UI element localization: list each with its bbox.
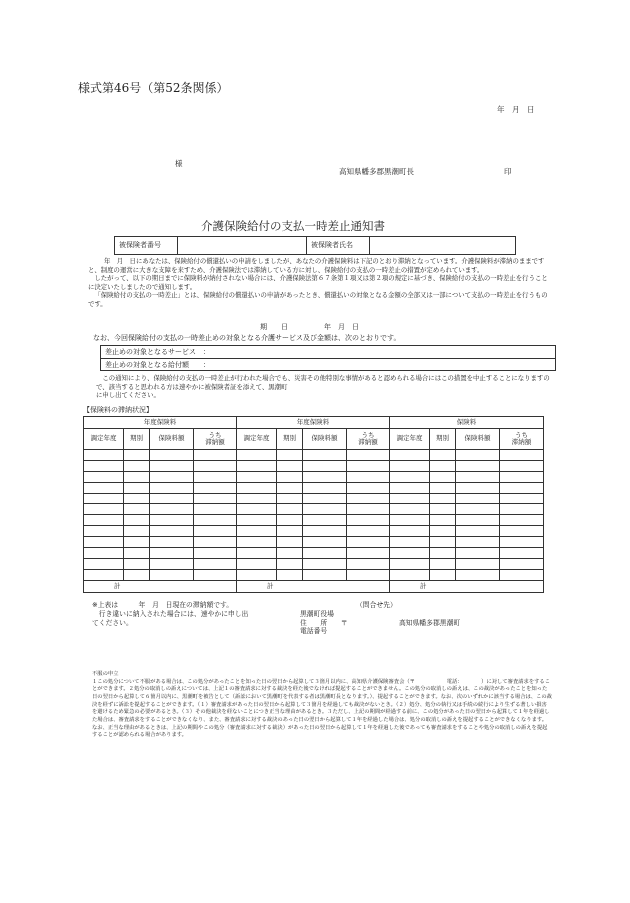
col-amount-header: 保険料額 xyxy=(303,429,347,450)
table-cell[interactable] xyxy=(84,537,124,548)
arrears-section-label: 【保険料の滞納状況】 xyxy=(83,406,153,414)
table-cell[interactable] xyxy=(277,548,303,559)
table-cell[interactable] xyxy=(347,515,390,526)
table-cell[interactable] xyxy=(456,515,500,526)
table-cell[interactable] xyxy=(277,504,303,515)
table-cell[interactable] xyxy=(456,450,500,461)
table-cell[interactable] xyxy=(347,460,390,471)
table-cell[interactable] xyxy=(150,504,194,515)
table-cell[interactable] xyxy=(277,569,303,580)
table-cell[interactable] xyxy=(150,450,194,461)
body-paragraph: に申し出てください。 xyxy=(96,391,160,400)
table-cell[interactable] xyxy=(390,460,430,471)
table-cell[interactable] xyxy=(456,548,500,559)
addressee-suffix: 様 xyxy=(175,159,183,168)
table-cell[interactable] xyxy=(237,558,277,569)
table-cell[interactable] xyxy=(124,460,150,471)
document-title: 介護保険給付の支払一時差止通知書 xyxy=(201,219,385,233)
table-cell[interactable] xyxy=(150,569,194,580)
table-cell[interactable] xyxy=(347,493,390,504)
col-year-header: 調定年度 xyxy=(390,429,430,450)
table-cell[interactable] xyxy=(500,526,544,537)
table-cell[interactable] xyxy=(150,526,194,537)
table-cell[interactable] xyxy=(124,450,150,461)
table-cell[interactable] xyxy=(456,569,500,580)
table-cell[interactable] xyxy=(303,515,347,526)
table-cell[interactable] xyxy=(194,515,237,526)
table-cell[interactable] xyxy=(84,482,124,493)
table-cell[interactable] xyxy=(500,450,544,461)
table-cell[interactable] xyxy=(430,460,456,471)
table-cell[interactable] xyxy=(150,558,194,569)
table-cell[interactable] xyxy=(124,515,150,526)
table-cell[interactable] xyxy=(456,460,500,471)
table-row xyxy=(84,558,544,569)
table-row xyxy=(84,471,544,482)
table-cell[interactable] xyxy=(303,548,347,559)
table-cell[interactable] xyxy=(277,471,303,482)
notice-body xyxy=(88,257,550,308)
table-cell[interactable] xyxy=(390,558,430,569)
total-label: 計 xyxy=(237,580,390,592)
table-cell[interactable] xyxy=(456,526,500,537)
table-cell[interactable] xyxy=(194,460,237,471)
group-header: 保険料 xyxy=(390,417,544,429)
table-cell[interactable] xyxy=(84,548,124,559)
table-cell[interactable] xyxy=(430,515,456,526)
col-arrears-header: うち 滞納額 xyxy=(194,429,237,450)
table-cell[interactable] xyxy=(303,493,347,504)
table-row xyxy=(84,515,544,526)
col-amount-header: 保険料額 xyxy=(150,429,194,450)
body-paragraph: したがって、以下の期日までに保険料が納付されない場合には、介護保険法第６７条第１項又は第２項の規定に基づき、保険給付の支払の一時差止を行うことに決定いたしましたので通知します。 xyxy=(88,274,548,291)
table-cell[interactable] xyxy=(277,515,303,526)
table-cell[interactable] xyxy=(150,482,194,493)
table-row xyxy=(84,548,544,559)
table-cell[interactable] xyxy=(194,471,237,482)
issue-date: 年 月 日 xyxy=(497,105,535,114)
contact-block xyxy=(300,601,397,636)
stop-target-box xyxy=(100,345,556,371)
table-cell[interactable] xyxy=(150,515,194,526)
table-cell[interactable] xyxy=(237,493,277,504)
insured-name-label: 被保険者氏名 xyxy=(307,237,370,254)
col-amount-header: 保険料額 xyxy=(456,429,500,450)
table-cell[interactable] xyxy=(303,558,347,569)
table-row xyxy=(84,482,544,493)
contact-office: 黒潮町役場 xyxy=(300,609,334,618)
total-label: 計 xyxy=(84,580,237,592)
table-cell[interactable] xyxy=(84,558,124,569)
arrears-table xyxy=(83,416,544,593)
table-cell[interactable] xyxy=(277,558,303,569)
table-cell[interactable] xyxy=(194,482,237,493)
body-paragraph: 年 月 日にあなたは、保険給付の償還払いの申請をしましたが、あなたの介護保険料は下記のとおり滞納となっています。介護保険料が滞納のままですと、制度の運営に大きな支障を来すため、介護保険法では滞納している方に対し、保険給付の支払の一時差止の措置が定められています。 xyxy=(88,257,545,274)
table-cell[interactable] xyxy=(194,504,237,515)
table-cell[interactable] xyxy=(390,515,430,526)
table-row xyxy=(84,450,544,461)
table-cell[interactable] xyxy=(430,493,456,504)
table-cell[interactable] xyxy=(277,537,303,548)
stop-service-row: 差止めの対象となるサービス ： xyxy=(101,346,555,359)
table-cell[interactable] xyxy=(124,493,150,504)
table-row xyxy=(84,460,544,471)
table-cell[interactable] xyxy=(303,569,347,580)
insured-number-field[interactable] xyxy=(178,237,307,254)
table-cell[interactable] xyxy=(500,460,544,471)
body-paragraph: この通知により、保険給付の支払の一時差止が行われた場合でも、災害その他特別な事情があると認められる場合にはこの措置を中止することになりますので、該当すると思われる方は速やかに被保険者証を添えて、黒潮町 xyxy=(96,374,550,391)
table-cell[interactable] xyxy=(237,460,277,471)
table-cell[interactable] xyxy=(303,504,347,515)
table-cell[interactable] xyxy=(500,493,544,504)
table-cell[interactable] xyxy=(84,460,124,471)
contact-label: （問合せ先） xyxy=(356,601,397,609)
table-cell[interactable] xyxy=(430,450,456,461)
table-row xyxy=(84,526,544,537)
table-cell[interactable] xyxy=(456,482,500,493)
table-cell[interactable] xyxy=(194,558,237,569)
table-cell[interactable] xyxy=(194,569,237,580)
col-arrears-header: うち 滞納額 xyxy=(347,429,390,450)
table-cell[interactable] xyxy=(237,515,277,526)
table-cell[interactable] xyxy=(194,537,237,548)
table-cell[interactable] xyxy=(430,526,456,537)
col-period-header: 期別 xyxy=(277,429,303,450)
table-cell[interactable] xyxy=(456,493,500,504)
group-header: 年度保険料 xyxy=(237,417,390,429)
appeal-notice xyxy=(92,671,552,740)
table-cell[interactable] xyxy=(500,471,544,482)
issuer-name: 高知県幡多郡黒潮町長 xyxy=(339,167,414,176)
group-header: 年度保険料 xyxy=(84,417,237,429)
table-cell[interactable] xyxy=(390,526,430,537)
table-cell[interactable] xyxy=(124,526,150,537)
table-cell[interactable] xyxy=(390,569,430,580)
table-cell[interactable] xyxy=(84,526,124,537)
table-cell[interactable] xyxy=(194,450,237,461)
body-paragraph: 「保険給付の支払の一時差止」とは、保険給付の償還払いの申請があったとき、償還払いの対象となる金額の全部又は一部について支払の一時差止を行うものです。 xyxy=(88,291,548,308)
table-cell[interactable] xyxy=(150,471,194,482)
table-cell[interactable] xyxy=(430,537,456,548)
table-cell[interactable] xyxy=(277,526,303,537)
table-cell[interactable] xyxy=(84,471,124,482)
table-cell[interactable] xyxy=(390,450,430,461)
table-cell[interactable] xyxy=(500,515,544,526)
table-cell[interactable] xyxy=(84,504,124,515)
table-cell[interactable] xyxy=(456,471,500,482)
table-cell[interactable] xyxy=(237,526,277,537)
col-period-header: 期別 xyxy=(430,429,456,450)
table-cell[interactable] xyxy=(456,504,500,515)
table-cell[interactable] xyxy=(124,482,150,493)
table-cell[interactable] xyxy=(500,504,544,515)
table-cell[interactable] xyxy=(277,460,303,471)
table-cell[interactable] xyxy=(430,471,456,482)
table-cell[interactable] xyxy=(347,558,390,569)
note-line: ※上表は 年 月 日現在の滞納額です。 xyxy=(92,601,234,609)
table-cell[interactable] xyxy=(347,504,390,515)
table-cell[interactable] xyxy=(150,537,194,548)
table-cell[interactable] xyxy=(194,493,237,504)
table-cell[interactable] xyxy=(124,471,150,482)
contact-phone: 電話番号 xyxy=(300,627,328,636)
table-cell[interactable] xyxy=(390,482,430,493)
note-line: てください。 xyxy=(92,618,133,627)
table-cell[interactable] xyxy=(237,471,277,482)
table-row xyxy=(84,569,544,580)
table-cell[interactable] xyxy=(500,548,544,559)
form-number: 様式第46号（第52条関係） xyxy=(78,81,229,95)
note-line: 行き違いに納入された場合には、速やかに申し出 xyxy=(92,609,249,618)
table-cell[interactable] xyxy=(390,537,430,548)
table-cell[interactable] xyxy=(456,537,500,548)
table-row xyxy=(84,493,544,504)
col-year-header: 調定年度 xyxy=(84,429,124,450)
table-cell[interactable] xyxy=(150,460,194,471)
table-cell[interactable] xyxy=(237,482,277,493)
table-cell[interactable] xyxy=(237,504,277,515)
table-cell[interactable] xyxy=(347,526,390,537)
col-year-header: 調定年度 xyxy=(237,429,277,450)
table-cell[interactable] xyxy=(303,450,347,461)
deadline-label: 期 日 xyxy=(260,323,288,331)
table-cell[interactable] xyxy=(390,504,430,515)
table-cell[interactable] xyxy=(124,504,150,515)
table-cell[interactable] xyxy=(500,569,544,580)
insured-name-field[interactable] xyxy=(370,237,515,254)
table-cell[interactable] xyxy=(84,450,124,461)
table-row xyxy=(84,537,544,548)
table-cell[interactable] xyxy=(390,493,430,504)
table-cell[interactable] xyxy=(194,526,237,537)
table-cell[interactable] xyxy=(277,450,303,461)
table-cell[interactable] xyxy=(500,558,544,569)
table-cell[interactable] xyxy=(124,558,150,569)
table-cell[interactable] xyxy=(500,482,544,493)
table-cell[interactable] xyxy=(303,537,347,548)
table-cell[interactable] xyxy=(303,471,347,482)
table-cell[interactable] xyxy=(84,569,124,580)
table-cell[interactable] xyxy=(347,482,390,493)
appeal-text: １この処分について不服がある場合は、この処分があったことを知った日の翌日から起算して３箇月以内に、高知県介護保険審査会（〒 電話： ）に対して審査請求をすることができます。２処分の取消しの訴えについては、上記１の審査請求に対する裁決を経た後でなければ提起することができません。この処分の取消しの訴えは、この裁決があったことを知った日の翌日から起算して６箇月以内に、黒潮町を被告として（訴訟において黒潮町を代表する者は黒潮町長となります。）、提起することができます。なお、次のいずれかに該当する場合は、この裁決を経ずに訴訟を提起することができます。（１）審査請求があった日の翌日から起算して３箇月を経過しても裁決がないとき。（２）処分、処分の執行又は手続の続行により生ずる著しい損害を避けるため緊急の必要があるとき。（３）その他裁決を経ないことにつき正当な理由があるとき。３ただし、上記の期間が経過する前に、この処分があった日の翌日から起算して１年を経過した場合は、審査請求をすることができなくなり、また、審査請求に対する裁決のあった日の翌日から起算して１年を経過した場合は、処分の取消しの訴えを提起することができなくなります。なお、正当な理由があるときは、上記の期間やこの処分（審査請求に対する裁決）があった日の翌日から起算して１年を経過した後であっても審査請求をすることや処分の取消しの訴えを提起することが認められる場合があります。 xyxy=(92,678,552,739)
table-cell[interactable] xyxy=(347,450,390,461)
table-cell[interactable] xyxy=(347,569,390,580)
col-arrears-header: うち 滞納額 xyxy=(500,429,544,450)
table-cell[interactable] xyxy=(430,548,456,559)
stop-amount-row: 差止めの対象となる給付額 ： xyxy=(105,360,210,369)
table-cell[interactable] xyxy=(124,569,150,580)
table-cell[interactable] xyxy=(84,493,124,504)
table-cell[interactable] xyxy=(430,558,456,569)
table-cell[interactable] xyxy=(347,548,390,559)
table-cell[interactable] xyxy=(347,537,390,548)
table-cell[interactable] xyxy=(237,548,277,559)
table-cell[interactable] xyxy=(456,558,500,569)
table-cell[interactable] xyxy=(237,569,277,580)
total-label: 計 xyxy=(390,580,544,592)
table-cell[interactable] xyxy=(150,548,194,559)
contact-town: 高知県幡多郡黒潮町 xyxy=(399,619,461,627)
table-cell[interactable] xyxy=(347,471,390,482)
table-cell[interactable] xyxy=(237,537,277,548)
contact-address: 住 所 〒 xyxy=(300,618,348,627)
appeal-heading: 不服の申立 xyxy=(92,671,119,677)
table-cell[interactable] xyxy=(124,537,150,548)
table-cell[interactable] xyxy=(500,537,544,548)
table-cell[interactable] xyxy=(150,493,194,504)
table-cell[interactable] xyxy=(303,482,347,493)
col-period-header: 期別 xyxy=(124,429,150,450)
table-row xyxy=(84,504,544,515)
stop-intro: なお、今回保険給付の支払の一時差止めの対象となる介護サービス及び金額は、次のとおりです。 xyxy=(93,334,401,342)
table-cell[interactable] xyxy=(84,515,124,526)
table-cell[interactable] xyxy=(303,526,347,537)
table-cell[interactable] xyxy=(237,450,277,461)
table-cell[interactable] xyxy=(430,569,456,580)
deadline-value: 年 月 日 xyxy=(324,323,359,331)
seal-mark: 印 xyxy=(504,167,512,176)
cancel-notice xyxy=(96,374,556,400)
table-cell[interactable] xyxy=(303,460,347,471)
table-cell[interactable] xyxy=(390,471,430,482)
insured-number-label: 被保険者番号 xyxy=(115,237,178,254)
insured-id-box xyxy=(114,236,516,255)
table-cell[interactable] xyxy=(277,493,303,504)
table-cell[interactable] xyxy=(124,548,150,559)
table-cell[interactable] xyxy=(194,548,237,559)
table-cell[interactable] xyxy=(430,504,456,515)
table-cell[interactable] xyxy=(277,482,303,493)
table-cell[interactable] xyxy=(390,548,430,559)
table-cell[interactable] xyxy=(430,482,456,493)
